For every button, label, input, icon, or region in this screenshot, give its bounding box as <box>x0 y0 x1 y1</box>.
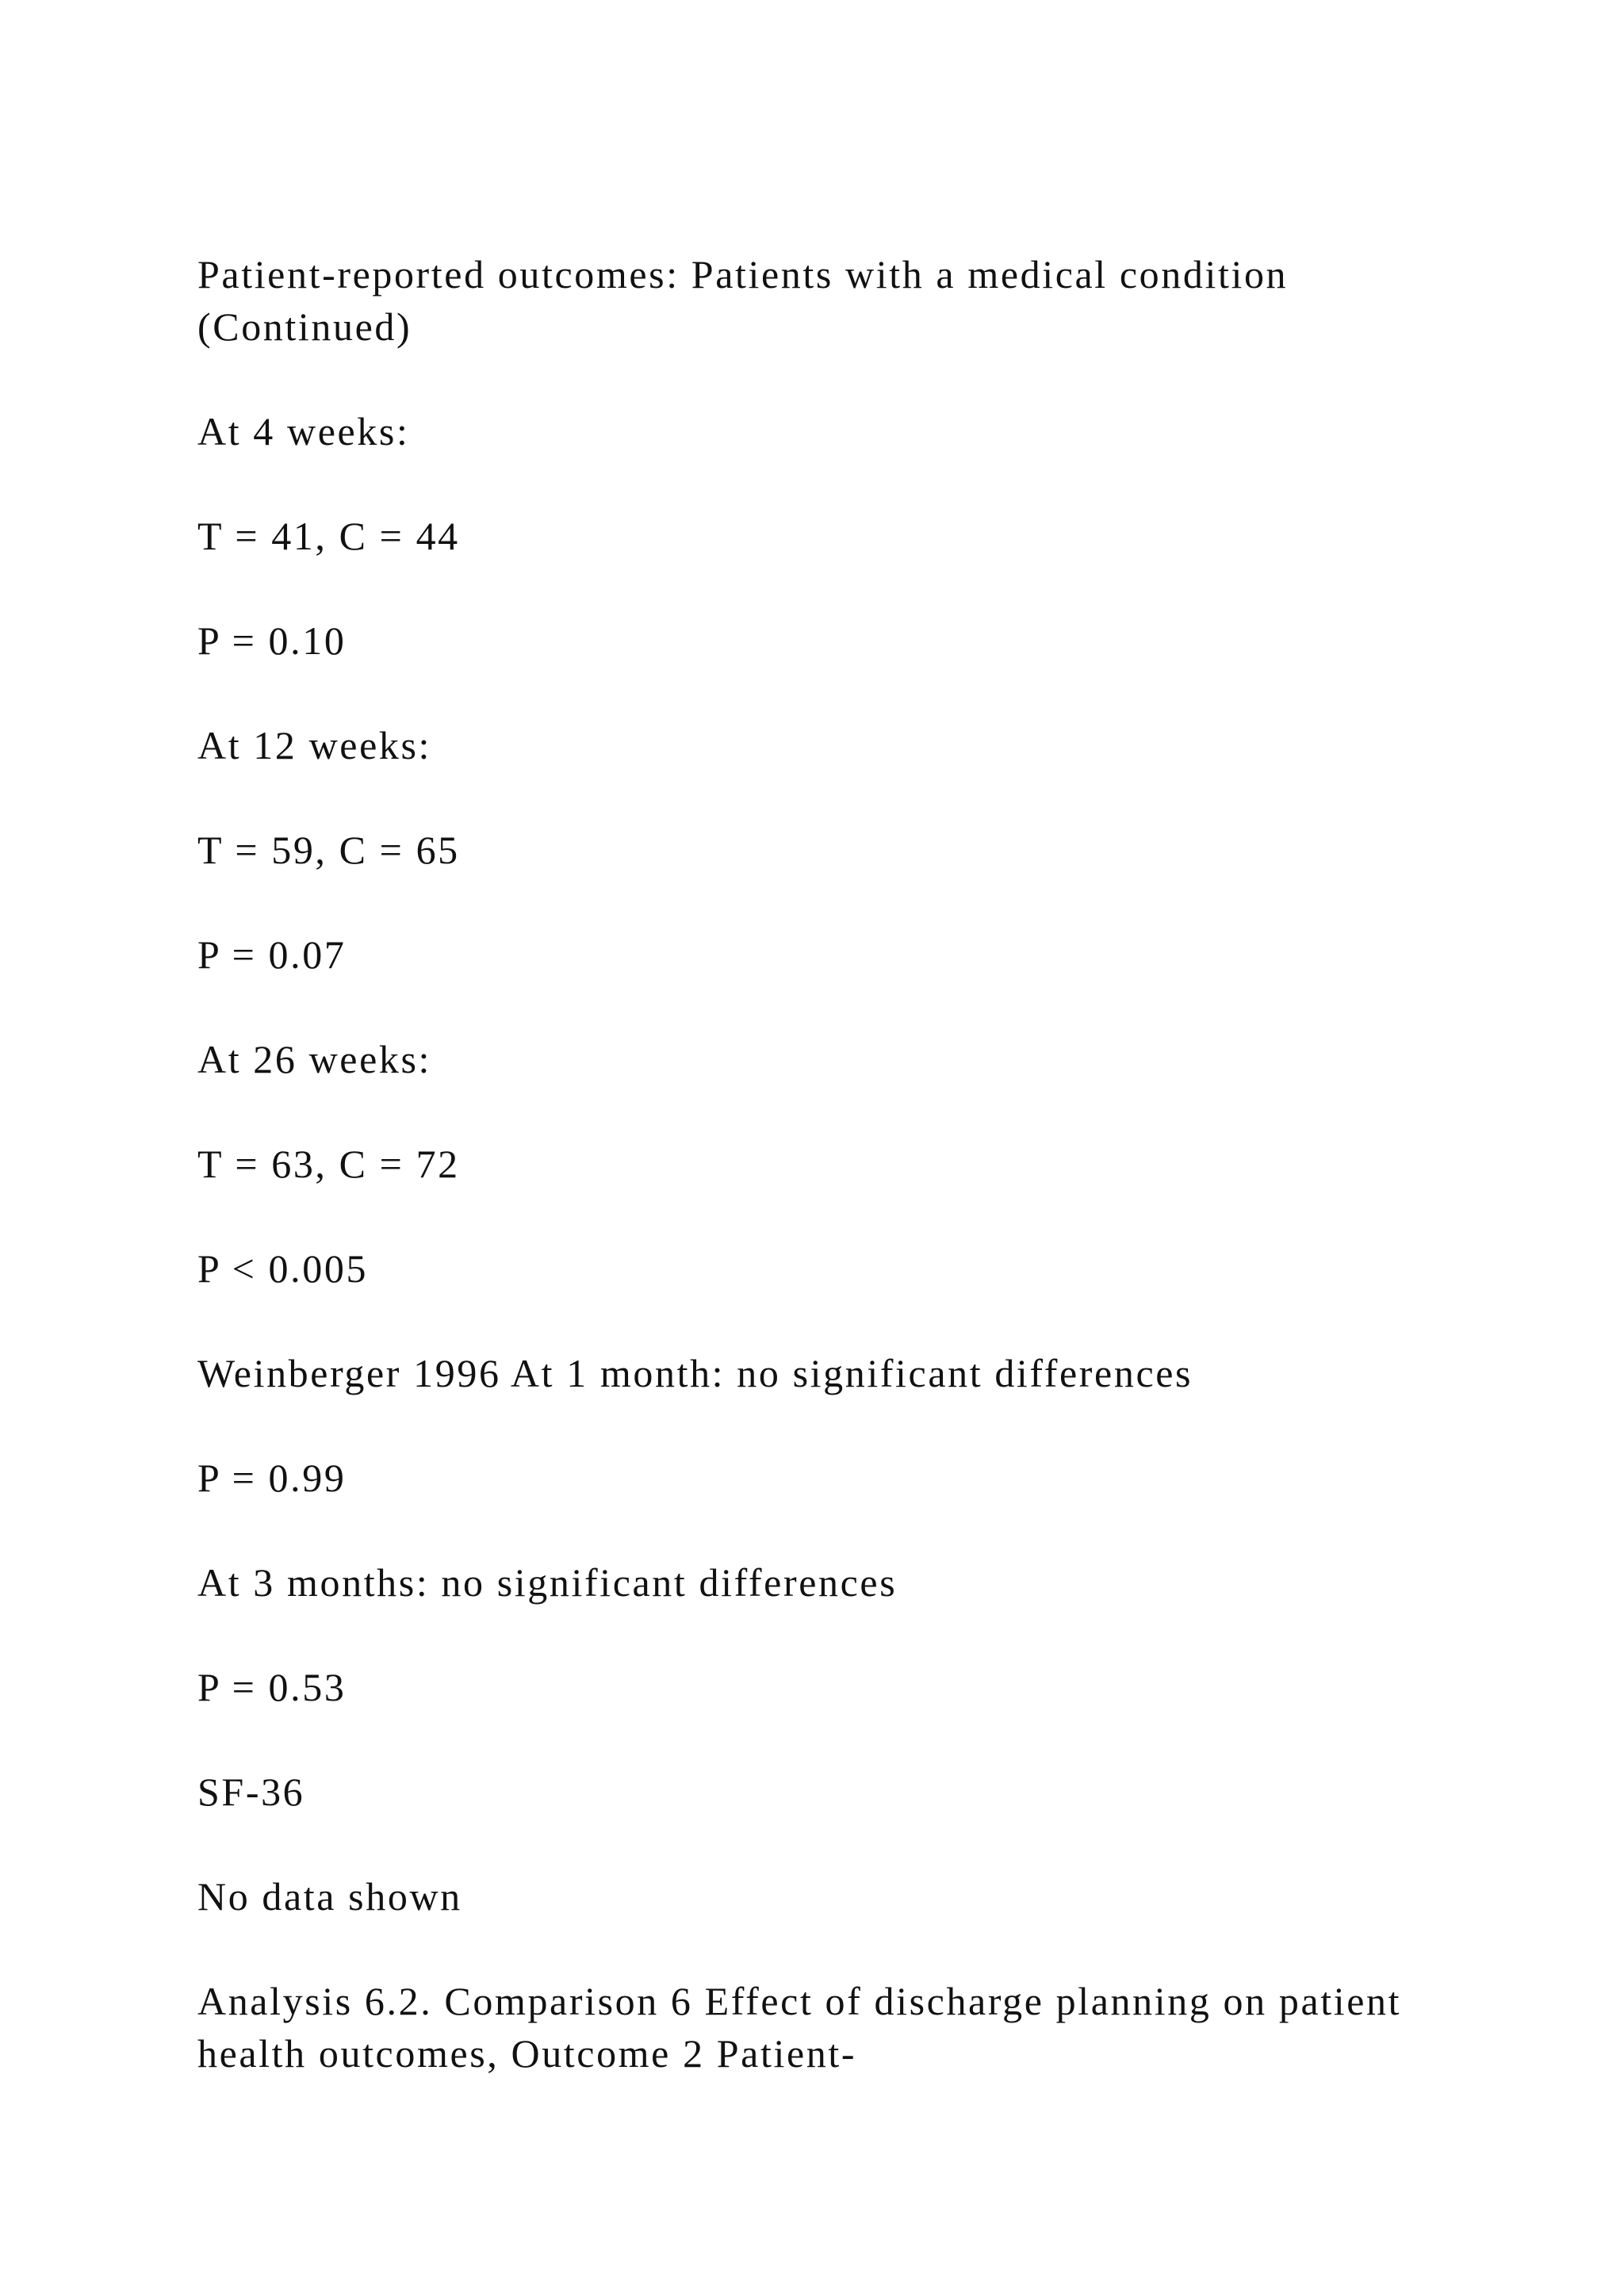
section-heading: Patient-reported outcomes: Patients with a medical condition (Continued) <box>197 252 1289 349</box>
group-values: T = 59, C = 65 <box>197 828 460 872</box>
timepoint-label: At 26 weeks: <box>197 1037 432 1081</box>
p-value: P < 0.005 <box>197 1246 369 1291</box>
analysis-caption: Analysis 6.2. Comparison 6 Effect of discharge planning on patient health outcomes, Outcome 2 Patient- <box>197 1979 1402 2076</box>
study-result: Weinberger 1996 At 1 month: no significant differences <box>197 1351 1193 1395</box>
timepoint-label: At 4 weeks: <box>197 409 410 453</box>
measure-label: SF-36 <box>197 1770 305 1814</box>
p-value: P = 0.99 <box>197 1456 347 1500</box>
p-value: P = 0.10 <box>197 618 347 663</box>
group-values: T = 63, C = 72 <box>197 1142 460 1186</box>
no-data-note: No data shown <box>197 1874 462 1919</box>
p-value: P = 0.07 <box>197 932 347 977</box>
timepoint-label: At 12 weeks: <box>197 723 432 767</box>
study-result: At 3 months: no significant differences <box>197 1560 898 1605</box>
group-values: T = 41, C = 44 <box>197 514 460 558</box>
p-value: P = 0.53 <box>197 1665 347 1709</box>
